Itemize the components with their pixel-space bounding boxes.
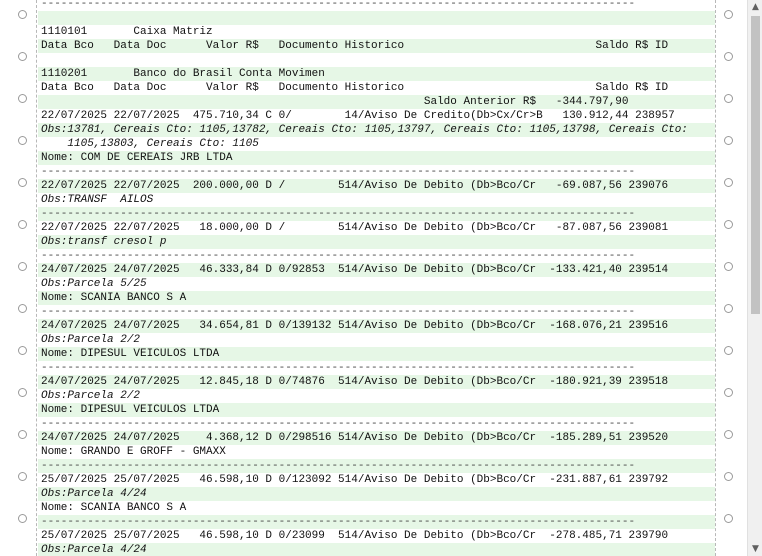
report-line: Data Bco Data Doc Valor R$ Documento Historico Saldo R$ ID: [38, 39, 715, 53]
left-feed-hole: [18, 388, 27, 397]
left-feed-hole: [18, 472, 27, 481]
separator-line: ------------------------------------------------------------------------------------------: [38, 361, 715, 375]
right-perforation-line: [715, 0, 716, 556]
report-line: 24/07/2025 24/07/2025 12.845,18 D 0/74876 514/Aviso De Debito (Db>Bco/Cr -180.921,39 239518: [38, 375, 715, 389]
left-feed-hole: [18, 52, 27, 61]
left-feed-hole: [18, 262, 27, 271]
report-line: 24/07/2025 24/07/2025 34.654,81 D 0/139132 514/Aviso De Debito (Db>Bco/Cr -168.076,21 239516: [38, 319, 715, 333]
report-line: Obs:TRANSF AILOS: [38, 193, 715, 207]
report-line: Obs:Parcela 2/2: [38, 333, 715, 347]
report-line: Obs:Parcela 4/24: [38, 487, 715, 501]
right-feed-hole: [724, 346, 733, 355]
report-line: 24/07/2025 24/07/2025 4.368,12 D 0/298516 514/Aviso De Debito (Db>Bco/Cr -185.289,51 239520: [38, 431, 715, 445]
separator-line: ------------------------------------------------------------------------------------------: [38, 0, 715, 11]
left-feed-hole: [18, 304, 27, 313]
separator-line: ------------------------------------------------------------------------------------------: [38, 207, 715, 221]
left-feed-hole: [18, 178, 27, 187]
left-feed-hole: [18, 10, 27, 19]
report-line: Nome: COM DE CEREAIS JRB LTDA: [38, 151, 715, 165]
report-line: Nome: DIPESUL VEICULOS LTDA: [38, 347, 715, 361]
report-line: Nome: SCANIA BANCO S A: [38, 501, 715, 515]
report-line: Nome: DIPESUL VEICULOS LTDA: [38, 403, 715, 417]
left-feed-hole: [18, 94, 27, 103]
separator-line: ------------------------------------------------------------------------------------------: [38, 305, 715, 319]
right-feed-hole: [724, 514, 733, 523]
left-feed-hole: [18, 220, 27, 229]
chevron-down-icon[interactable]: ▼: [752, 544, 759, 554]
report-line: Obs:Parcela 2/2: [38, 389, 715, 403]
left-feed-hole: [18, 514, 27, 523]
report-line: 1110201 Banco do Brasil Conta Movimen: [38, 67, 715, 81]
right-feed-hole: [724, 10, 733, 19]
vertical-scrollbar[interactable]: [747, 0, 762, 556]
left-feed-hole: [18, 346, 27, 355]
right-feed-hole: [724, 52, 733, 61]
separator-line: ------------------------------------------------------------------------------------------: [38, 249, 715, 263]
report-line: Saldo Anterior R$ -344.797,90: [38, 95, 715, 109]
report-line: Nome: SCANIA BANCO S A: [38, 291, 715, 305]
report-line: 1110101 Caixa Matriz: [38, 25, 715, 39]
report-line: 25/07/2025 25/07/2025 46.598,10 D 0/23099 514/Aviso De Debito (Db>Bco/Cr -278.485,71 239790: [38, 529, 715, 543]
right-feed-hole: [724, 262, 733, 271]
report-line: 22/07/2025 22/07/2025 200.000,00 D / 514/Aviso De Debito (Db>Bco/Cr -69.087,56 239076: [38, 179, 715, 193]
right-feed-hole: [724, 220, 733, 229]
scrollbar-thumb[interactable]: [751, 16, 760, 314]
report-line: Nome: GRANDO E GROFF - GMAXX: [38, 445, 715, 459]
report-line: Data Bco Data Doc Valor R$ Documento Historico Saldo R$ ID: [38, 81, 715, 95]
report-line: 25/07/2025 25/07/2025 46.598,10 D 0/123092 514/Aviso De Debito (Db>Bco/Cr -231.887,61 239792: [38, 473, 715, 487]
left-perforation-line: [36, 0, 37, 556]
report-line: 22/07/2025 22/07/2025 18.000,00 D / 514/Aviso De Debito (Db>Bco/Cr -87.087,56 239081: [38, 221, 715, 235]
right-feed-hole: [724, 430, 733, 439]
left-feed-hole: [18, 430, 27, 439]
right-feed-hole: [724, 388, 733, 397]
report-line: 22/07/2025 22/07/2025 475.710,34 C 0/ 14/Aviso De Credito(Db>Cx/Cr>B 130.912,44 238957: [38, 109, 715, 123]
right-feed-hole: [724, 472, 733, 481]
report-line: Obs:transf cresol p: [38, 235, 715, 249]
chevron-up-icon[interactable]: ▲: [752, 2, 759, 12]
separator-line: ------------------------------------------------------------------------------------------: [38, 165, 715, 179]
report-page: [38, 0, 715, 556]
report-line: [38, 11, 715, 25]
separator-line: ------------------------------------------------------------------------------------------: [38, 417, 715, 431]
right-feed-hole: [724, 178, 733, 187]
report-line: [38, 53, 715, 67]
left-feed-hole: [18, 136, 27, 145]
report-line: Obs:Parcela 4/24: [38, 543, 715, 556]
separator-line: ------------------------------------------------------------------------------------------: [38, 515, 715, 529]
report-line: Obs:Parcela 5/25: [38, 277, 715, 291]
report-line: 24/07/2025 24/07/2025 46.333,84 D 0/92853 514/Aviso De Debito (Db>Bco/Cr -133.421,40 239514: [38, 263, 715, 277]
right-feed-hole: [724, 136, 733, 145]
right-feed-hole: [724, 304, 733, 313]
report-line: Obs:13781, Cereais Cto: 1105,13782, Cereais Cto: 1105,13797, Cereais Cto: 1105,13798, Cereais Cto:: [38, 123, 715, 137]
separator-line: ------------------------------------------------------------------------------------------: [38, 459, 715, 473]
right-feed-hole: [724, 94, 733, 103]
report-line: 1105,13803, Cereais Cto: 1105: [38, 137, 715, 151]
